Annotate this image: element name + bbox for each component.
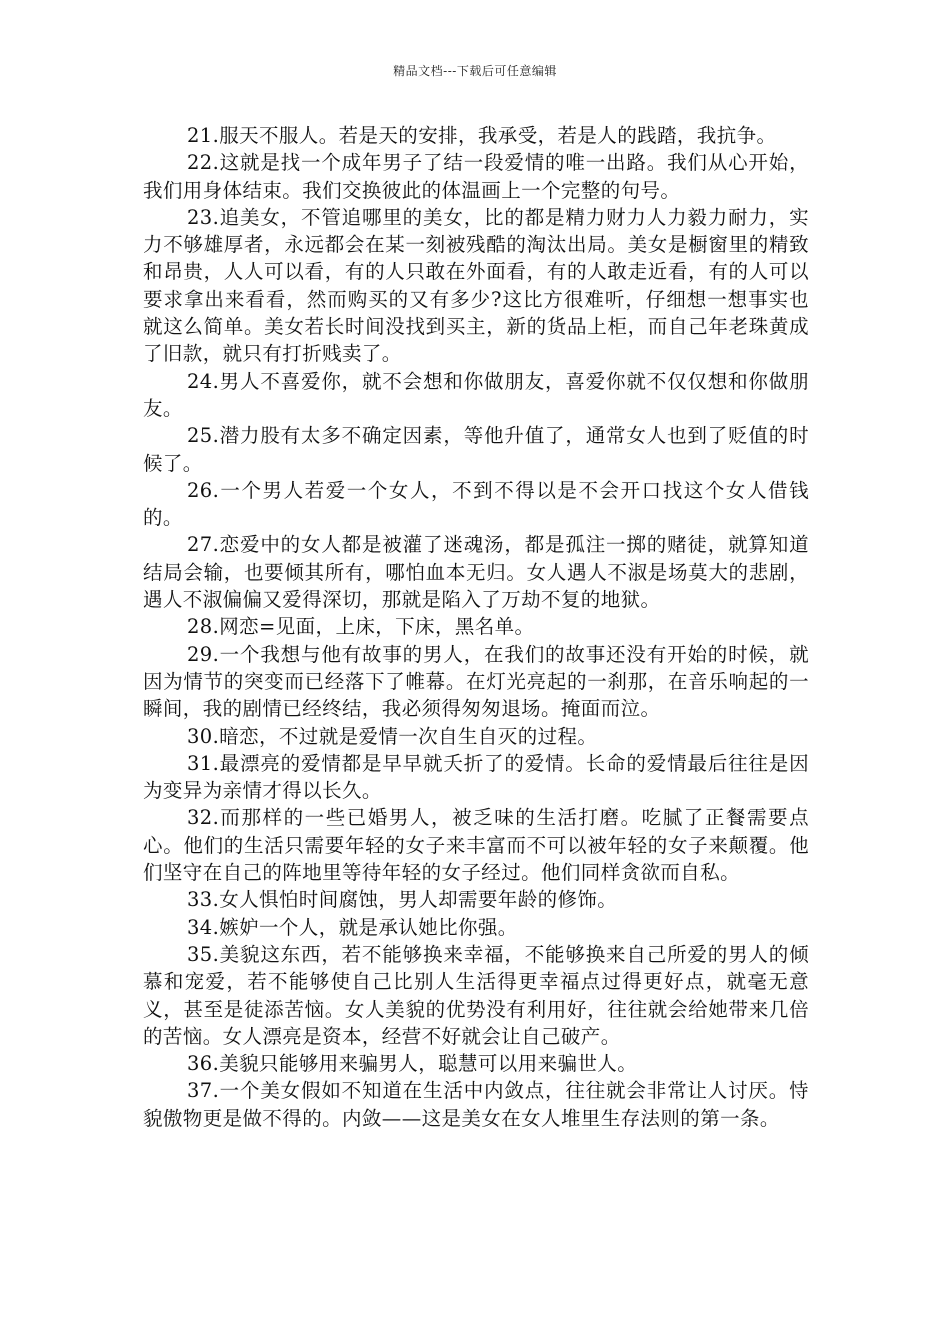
paragraph-27: 27.恋爱中的女人都是被灌了迷魂汤，都是孤注一掷的赌徒，就算知道结局会输，也要倾其所有，哪怕血本无归。女人遇人不淑是场莫大的悲剧，遇人不淑偏偏又爱得深切，那就是陷入了万劫不复的地狱。	[143, 533, 809, 612]
page-header: 精品文档---下载后可任意编辑	[393, 64, 557, 78]
paragraph-24: 24.男人不喜爱你，就不会想和你做朋友，喜爱你就不仅仅想和你做朋友。	[143, 369, 809, 420]
paragraph-21: 21.服天不服人。若是天的安排，我承受，若是人的践踏，我抗争。	[187, 124, 777, 147]
paragraph-29: 29.一个我想与他有故事的男人，在我们的故事还没有开始的时候，就因为情节的突变而已经落下了帷幕。在灯光亮起的一刹那，在音乐响起的一瞬间，我的剧情已经终结，我必须得匆匆退场。掩面而泣。	[143, 642, 809, 721]
paragraph-31: 31.最漂亮的爱情都是早早就夭折了的爱情。长命的爱情最后往往是因为变异为亲情才得以长久。	[143, 751, 809, 803]
paragraph-32: 32.而那样的一些已婚男人，被乏味的生活打磨。吃腻了正餐需要点心。他们的生活只需要年轻的女子来丰富而不可以被年轻的女子来颠覆。他们坚守在自己的阵地里等待年轻的女子经过。他们同样贪欲而自私。	[143, 806, 809, 885]
paragraph-28: 28.网恋=见面，上床，下床，黑名单。	[187, 615, 535, 639]
paragraph-23: 23.追美女，不管追哪里的美女，比的都是精力财力人力毅力耐力，实力不够雄厚者，永远都会在某一刻被残酷的淘汰出局。美女是橱窗里的精致和昂贵，人人可以看，有的人只敢在外面看，有的人敢走近看，有的人可以要求拿出来看看，然而购买的又有多少?这比方很难听，仔细想一想事实也就这么简单。美女若长时间没找到买主，新的货品上柜，而自己年老珠黄成了旧款，就只有打折贱卖了。	[143, 205, 809, 366]
paragraph-33: 33.女人惧怕时间腐蚀，男人却需要年龄的修饰。	[187, 888, 618, 912]
paragraph-36: 36.美貌只能够用来骗男人，聪慧可以用来骗世人。	[187, 1052, 638, 1076]
paragraph-34: 34.嫉妒一个人，就是承认她比你强。	[187, 915, 518, 939]
paragraph-37: 37.一个美女假如不知道在生活中内敛点，往往就会非常让人讨厌。恃貌傲物更是做不得的。内敛——这是美女在女人堆里生存法则的第一条。	[143, 1079, 809, 1130]
paragraph-22: 22.这就是找一个成年男子了结一段爱情的唯一出路。我们从心开始，我们用身体结束。我们交换彼此的体温画上一个完整的句号。	[143, 151, 809, 202]
paragraph-35: 35.美貌这东西，若不能够换来幸福，不能够换来自己所爱的男人的倾慕和宠爱，若不能够使自己比别人生活得更幸福点过得更好点，就毫无意义，甚至是徒添苦恼。女人美貌的优势没有利用好，往往就会给她带来几倍的苦恼。女人漂亮是资本，经营不好就会让自己破产。	[143, 942, 809, 1048]
paragraph-30: 30.暗恋，不过就是爱情一次自生自灭的过程。	[187, 724, 598, 748]
document-body	[143, 122, 809, 1132]
paragraph-25: 25.潜力股有太多不确定因素，等他升值了，通常女人也到了贬值的时候了。	[143, 424, 809, 475]
paragraph-26: 26.一个男人若爱一个女人，不到不得以是不会开口找这个女人借钱的。	[143, 478, 809, 530]
